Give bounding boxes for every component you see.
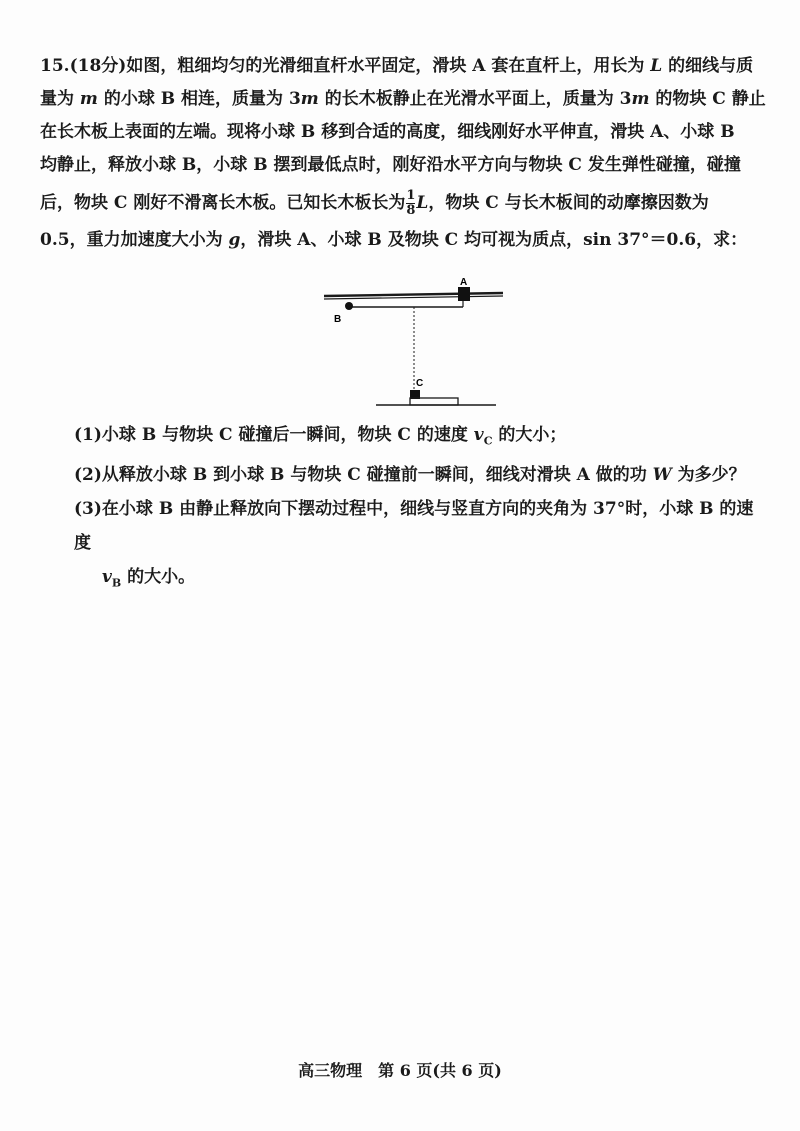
problem-line-5: 后，物块 C 刚好不滑离长木板。已知长木板长为 $\frac{1}{8}$ L，物块 C 与长木板间的动摩擦因数为 — [40, 188, 709, 218]
question-2: (2)从释放小球 B 到小球 B 与物块 C 碰撞前一瞬间，细线对滑块 A 做的功 W 为多少？ — [74, 465, 746, 486]
slider-a — [458, 287, 470, 301]
problem-number: 15. — [40, 56, 70, 76]
physics-diagram — [320, 274, 510, 414]
problem-statement — [40, 50, 766, 257]
ball-b — [345, 302, 353, 310]
problem-line-2: 量为 m 的小球 B 相连，质量为 3m 的长木板静止在光滑水平面上，质量为 3m 的物块 C 静止 — [40, 89, 766, 109]
label-c: C — [416, 378, 424, 389]
problem-line-6: 0.5，重力加速度大小为 g，滑块 A、小球 B 及物块 C 均可视为质点，sin 37°＝0.6，求： — [40, 230, 748, 250]
fraction-one-eighth: $\frac{1}{8}$ — [406, 188, 416, 218]
label-a: A — [460, 277, 468, 288]
long-board — [410, 398, 458, 405]
question-3-cont: $v_B$ 的大小。 — [102, 567, 196, 590]
problem-line-3: 在长木板上表面的左端。现将小球 B 移到合适的高度，细线刚好水平伸直，滑块 A、小球 B — [40, 122, 735, 142]
question-1: (1)小球 B 与物块 C 碰撞后一瞬间，物块 C 的速度 $v_C$ 的大小； — [74, 425, 567, 448]
page-footer: 高三物理 第 6 页(共 6 页) — [298, 1061, 502, 1080]
problem-line-1: 15.(18分)如图，粗细均匀的光滑细直杆水平固定，滑块 A 套在直杆上，用长为 L 的细线与质 — [40, 56, 754, 76]
problem-line-4: 均静止，释放小球 B，小球 B 摆到最低点时，刚好沿水平方向与物块 C 发生弹性碰撞，碰撞 — [40, 155, 741, 175]
sub-questions — [74, 418, 754, 601]
problem-points: (18分) — [69, 56, 127, 76]
horizontal-rod — [324, 293, 503, 296]
question-3: (3)在小球 B 由静止释放向下摆动过程中，细线与竖直方向的夹角为 37°时，小球 B 的速度 — [74, 499, 754, 554]
label-b: B — [334, 314, 342, 325]
